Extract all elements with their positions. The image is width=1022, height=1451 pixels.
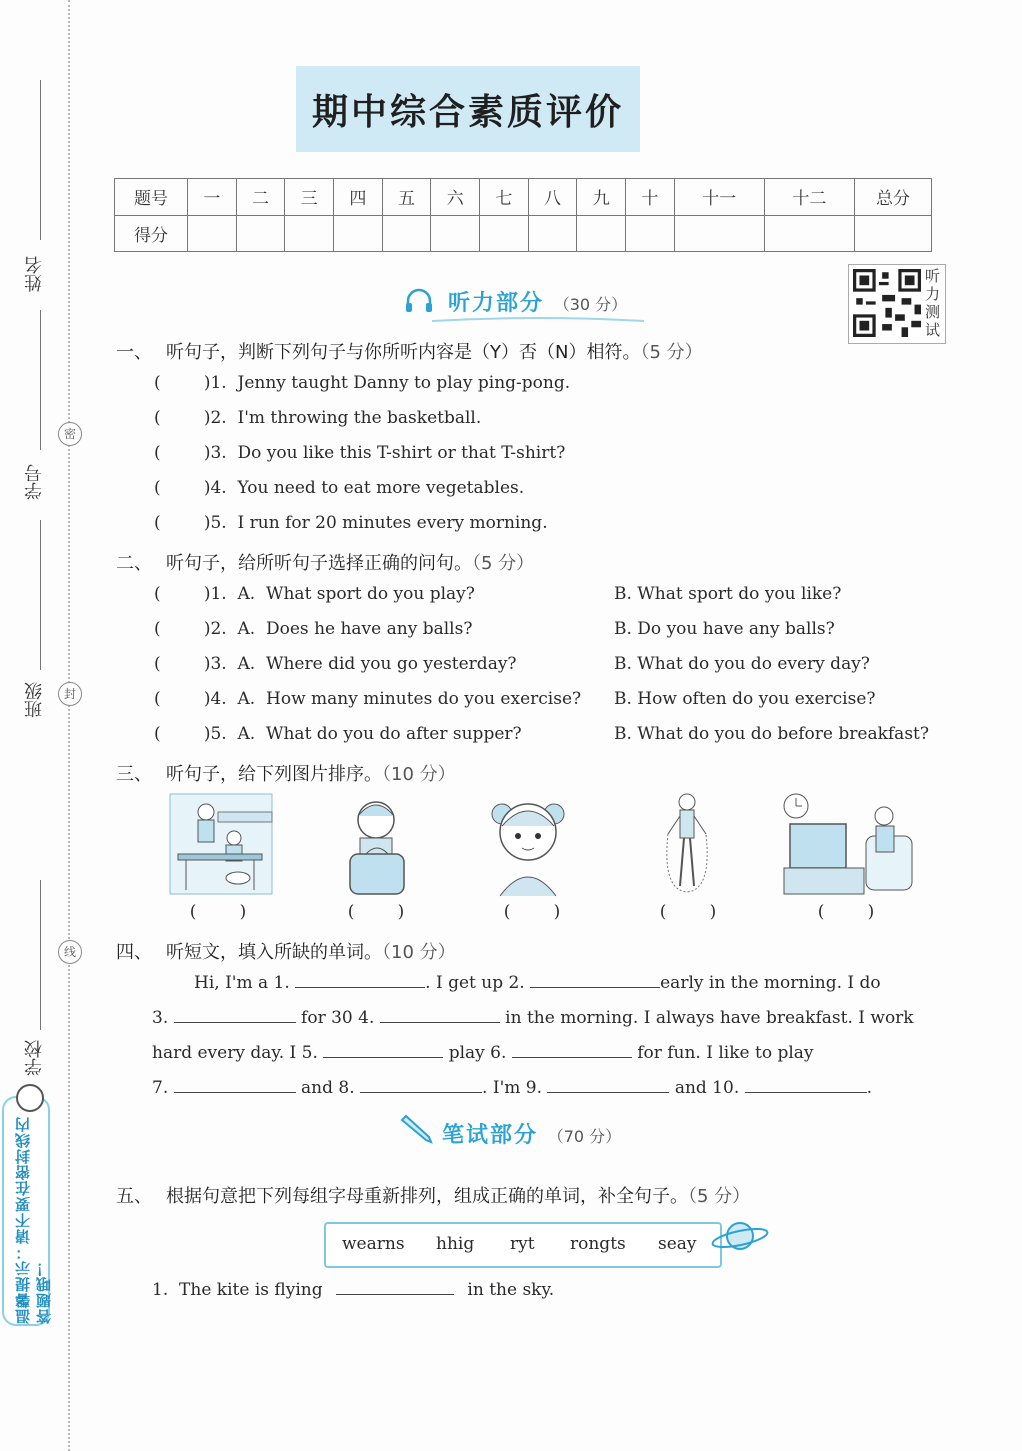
score-cell[interactable] xyxy=(480,215,529,252)
table-cell: 六 xyxy=(431,179,480,216)
score-cell[interactable] xyxy=(855,215,932,252)
question-4-heading xyxy=(116,938,456,964)
notice-text: 温馨提示：请不要在密封线内答题哦！ xyxy=(14,1116,53,1324)
class-write-line[interactable] xyxy=(40,520,41,670)
word-bank xyxy=(324,1222,722,1268)
passage-text: for fun. I like to play xyxy=(637,1043,814,1063)
table-head: 得分 xyxy=(115,215,188,252)
list-item[interactable]: ( )2. I'm throwing the basketball. xyxy=(154,408,482,428)
table-cell: 九 xyxy=(577,179,626,216)
blank-5[interactable] xyxy=(323,1039,443,1058)
id-write-line[interactable] xyxy=(40,310,41,450)
fill-in-passage xyxy=(152,966,936,1106)
list-item[interactable]: ( )1. Jenny taught Danny to play ping-pong. xyxy=(154,373,571,393)
passage-text: . I'm 9. xyxy=(482,1078,542,1098)
writing-title: 笔试部分 xyxy=(442,1123,539,1148)
heading-underline xyxy=(430,316,646,324)
scrambled-word: rongts xyxy=(570,1234,626,1254)
question-number: 二、 xyxy=(116,553,152,574)
answer-blank[interactable] xyxy=(336,1276,454,1295)
notice-box xyxy=(2,1096,53,1326)
table-cell: 八 xyxy=(528,179,577,216)
score-cell[interactable] xyxy=(188,215,237,252)
question-points: （10 分） xyxy=(382,764,456,785)
option-a[interactable]: ( )1. A. What sport do you play? xyxy=(154,584,475,604)
passage-text: play 6. xyxy=(448,1043,507,1063)
question-prompt: 听短文，填入所缺的单词。 xyxy=(166,942,382,963)
option-a[interactable]: ( )2. A. Does he have any balls? xyxy=(154,619,473,639)
option-a[interactable]: ( )3. A. Where did you go yesterday? xyxy=(154,654,517,674)
blank-9[interactable] xyxy=(547,1074,669,1093)
question-3-heading xyxy=(116,760,456,786)
girl-portrait-picture xyxy=(486,790,570,898)
blank-8[interactable] xyxy=(360,1074,482,1093)
scrambled-word: ryt xyxy=(510,1234,535,1254)
option-b[interactable]: B. How often do you exercise? xyxy=(614,689,876,709)
question-prompt: 根据句意把下列每组字母重新排列，组成正确的单词，补全句子。 xyxy=(166,1186,688,1207)
passage-line xyxy=(152,1036,936,1071)
score-cell[interactable] xyxy=(334,215,383,252)
blank-2[interactable] xyxy=(530,969,660,988)
passage-text: . xyxy=(866,1078,873,1098)
girl-with-bag-picture xyxy=(338,790,418,898)
seal-mark: 密 xyxy=(58,422,82,446)
listening-points: （30 分） xyxy=(553,295,628,314)
writing-points: （70 分） xyxy=(547,1127,622,1146)
name-label: 姓名 xyxy=(24,256,45,292)
id-label: 学号 xyxy=(24,464,45,500)
score-table xyxy=(114,178,932,252)
list-item[interactable]: ( )4. You need to eat more vegetables. xyxy=(154,478,525,498)
school-write-line[interactable] xyxy=(40,880,41,1030)
blank-6[interactable] xyxy=(512,1039,632,1058)
table-cell: 十一 xyxy=(674,179,764,216)
answer-paren[interactable]: ( ) xyxy=(347,902,405,922)
blank-1[interactable] xyxy=(295,969,425,988)
answer-paren[interactable]: ( ) xyxy=(503,902,561,922)
qr-label: 听力测试 xyxy=(925,267,941,339)
passage-text: Hi, I'm a 1. xyxy=(194,973,290,993)
name-write-line[interactable] xyxy=(40,80,41,240)
scrambled-word: wearns xyxy=(342,1234,405,1254)
score-cell[interactable] xyxy=(431,215,480,252)
qr-box[interactable] xyxy=(848,264,946,344)
option-a[interactable]: ( )5. A. What do you do after supper? xyxy=(154,724,522,744)
scrambled-word: seay xyxy=(658,1234,697,1254)
question-points: （5 分） xyxy=(472,553,535,574)
table-cell: 七 xyxy=(480,179,529,216)
question-2-heading xyxy=(116,549,534,575)
question-5-heading xyxy=(116,1182,750,1208)
score-cell[interactable] xyxy=(674,215,764,252)
passage-text: 3. xyxy=(152,1008,169,1028)
score-cell[interactable] xyxy=(577,215,626,252)
question-prompt: 听句子，给所听句子选择正确的问句。 xyxy=(166,553,472,574)
passage-text: for 30 4. xyxy=(301,1008,375,1028)
option-b[interactable]: B. What sport do you like? xyxy=(614,584,842,604)
question-1-heading xyxy=(116,338,703,364)
score-cell[interactable] xyxy=(626,215,675,252)
headphones-icon xyxy=(404,288,434,314)
score-cell[interactable] xyxy=(285,215,334,252)
seal-dotted-line xyxy=(68,0,70,1451)
passage-text: early in the morning. I do xyxy=(660,973,881,993)
passage-line xyxy=(152,966,936,1001)
table-cell: 十 xyxy=(626,179,675,216)
listening-title: 听力部分 xyxy=(448,291,545,316)
seal-mark: 线 xyxy=(58,940,82,964)
table-cell: 一 xyxy=(188,179,237,216)
blank-7[interactable] xyxy=(174,1074,296,1093)
passage-text: and 8. xyxy=(301,1078,355,1098)
question-points: （5 分） xyxy=(688,1186,751,1207)
seal-mark: 封 xyxy=(58,682,82,706)
sentence-text: in the sky. xyxy=(467,1280,555,1300)
option-b[interactable]: B. What do you do before breakfast? xyxy=(614,724,929,744)
passage-text: and 10. xyxy=(674,1078,740,1098)
list-item[interactable]: ( )3. Do you like this T-shirt or that T-shirt? xyxy=(154,443,566,463)
question-number: 一、 xyxy=(116,342,152,363)
option-b[interactable]: B. Do you have any balls? xyxy=(614,619,835,639)
table-cell: 四 xyxy=(334,179,383,216)
passage-line xyxy=(152,1071,936,1106)
blank-3[interactable] xyxy=(174,1004,296,1023)
family-dinner-picture xyxy=(168,790,274,898)
answer-paren[interactable]: ( ) xyxy=(189,902,247,922)
score-cell[interactable] xyxy=(382,215,431,252)
scrambled-word: hhig xyxy=(436,1234,475,1254)
answer-paren[interactable]: ( ) xyxy=(817,902,875,922)
question-points: （5 分） xyxy=(640,342,703,363)
school-label: 学校 xyxy=(24,1040,45,1076)
list-item[interactable]: ( )5. I run for 20 minutes every morning. xyxy=(154,513,548,533)
passage-text: . I get up 2. xyxy=(425,973,525,993)
option-a[interactable]: ( )4. A. How many minutes do you exercise? xyxy=(154,689,582,709)
sentence-text: 1. The kite is flying xyxy=(152,1280,323,1300)
passage-text: in the morning. I always have breakfast. I work xyxy=(505,1008,914,1028)
question-number: 五、 xyxy=(116,1186,152,1207)
table-cell: 总分 xyxy=(855,179,932,216)
table-cell: 十二 xyxy=(764,179,854,216)
table-row xyxy=(115,179,932,216)
page-title: 期中综合素质评价 xyxy=(311,92,624,133)
title-banner xyxy=(296,66,640,152)
question-prompt: 听句子，给下列图片排序。 xyxy=(166,764,382,785)
sentence-1 xyxy=(152,1276,554,1300)
table-head: 题号 xyxy=(115,179,188,216)
qr-code-icon[interactable] xyxy=(853,269,921,337)
class-label: 班级 xyxy=(24,682,45,718)
boy-watching-tv-picture xyxy=(780,790,916,898)
score-cell[interactable] xyxy=(764,215,854,252)
question-prompt: 听句子，判断下列句子与你所听内容是（Y）否（N）相符。 xyxy=(166,342,641,363)
table-row xyxy=(115,215,932,252)
score-cell[interactable] xyxy=(236,215,285,252)
score-cell[interactable] xyxy=(528,215,577,252)
listening-heading xyxy=(448,286,627,317)
passage-text: 7. xyxy=(152,1078,169,1098)
table-cell: 三 xyxy=(285,179,334,216)
passage-line xyxy=(152,1001,936,1036)
option-b[interactable]: B. What do you do every day? xyxy=(614,654,870,674)
question-points: （10 分） xyxy=(382,942,456,963)
question-number: 四、 xyxy=(116,942,152,963)
table-cell: 五 xyxy=(382,179,431,216)
planet-icon xyxy=(708,1216,770,1256)
boy-jumping-rope-picture xyxy=(658,790,716,898)
blank-10[interactable] xyxy=(745,1074,867,1093)
blank-4[interactable] xyxy=(380,1004,500,1023)
pencil-icon xyxy=(398,1114,436,1144)
writing-heading xyxy=(442,1118,621,1149)
question-number: 三、 xyxy=(116,764,152,785)
table-cell: 二 xyxy=(236,179,285,216)
passage-text: hard every day. I 5. xyxy=(152,1043,318,1063)
answer-paren[interactable]: ( ) xyxy=(659,902,717,922)
